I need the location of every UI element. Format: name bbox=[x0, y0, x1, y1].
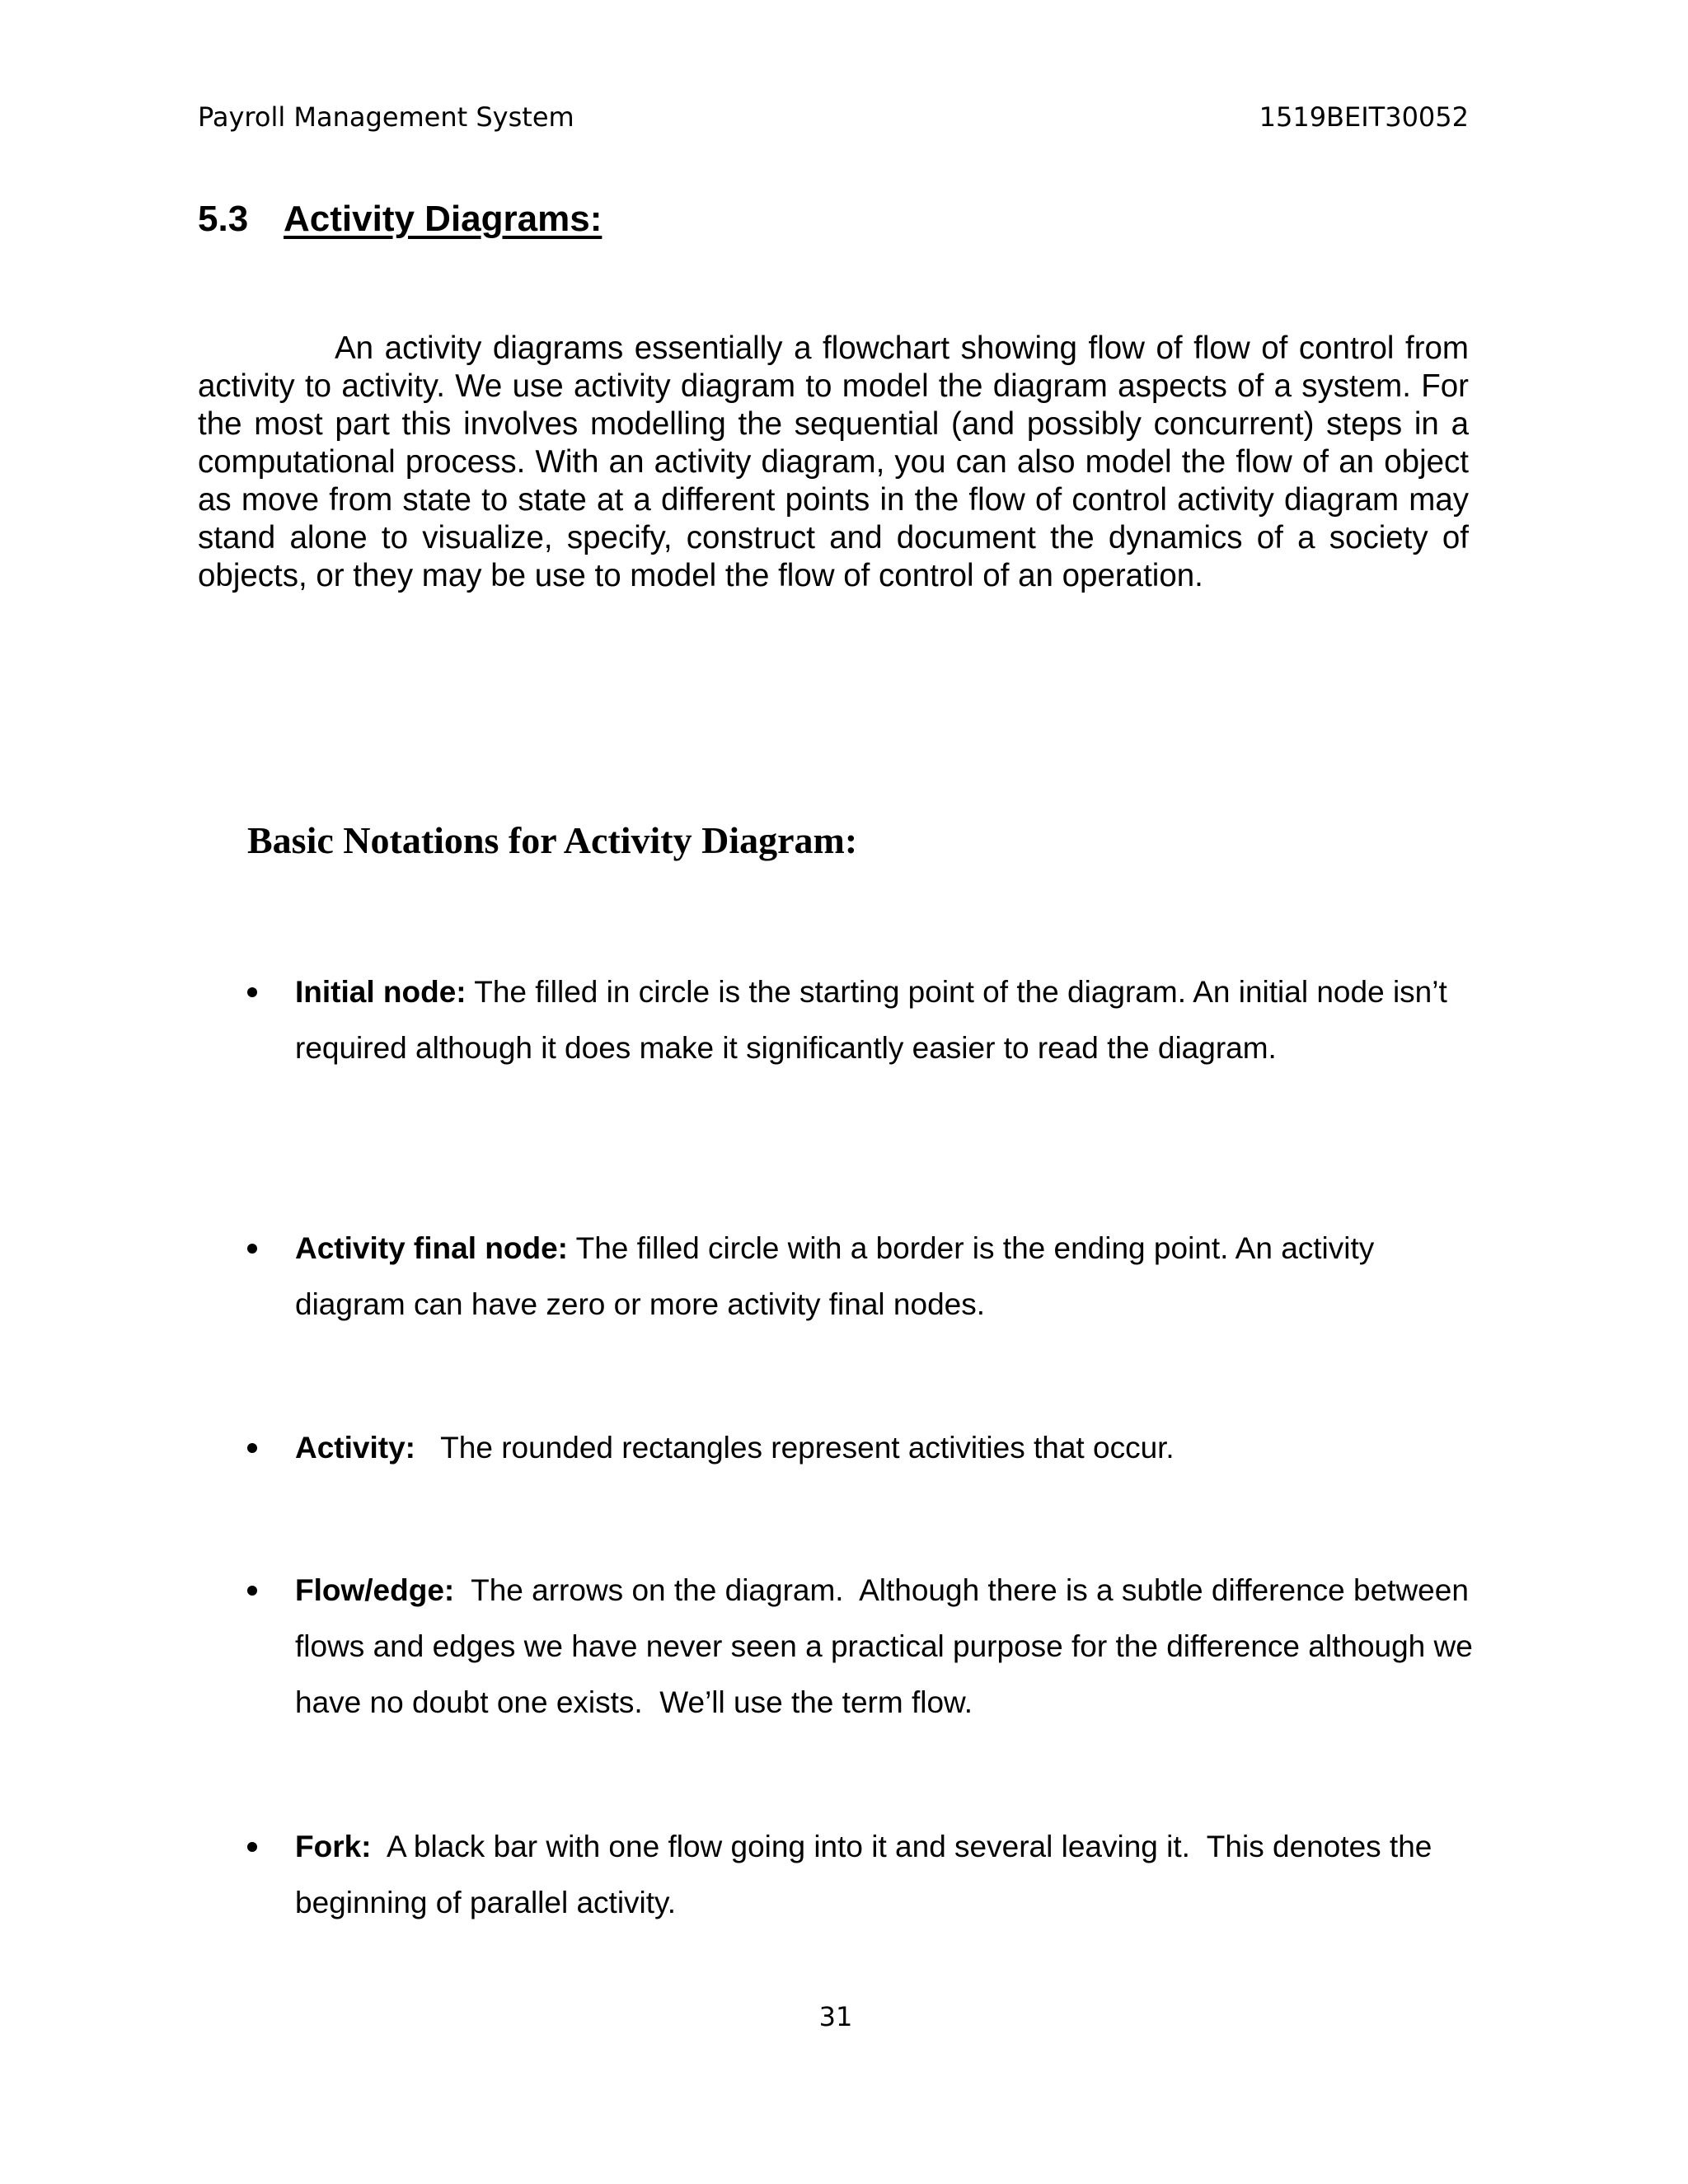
notation-text bbox=[295, 1563, 1482, 1731]
notation-text bbox=[295, 1221, 1475, 1333]
page-number: 31 bbox=[818, 2001, 853, 2032]
running-header bbox=[198, 99, 1469, 135]
notation-text bbox=[295, 1819, 1475, 1931]
notations-heading: Basic Notations for Activity Diagram: bbox=[247, 819, 858, 861]
notation-description: The arrows on the diagram. Although there is a subtle difference between flows and edges we have never seen a practical purpose for the difference although we have no doubt one exists. We’ll use the term flow. bbox=[295, 1573, 1482, 1719]
notation-item-activity bbox=[247, 1420, 1475, 1476]
bullet-icon bbox=[247, 987, 257, 997]
notation-item-fork bbox=[247, 1819, 1475, 1931]
section-title: Activity Diagrams: bbox=[284, 199, 603, 239]
notation-description: A black bar with one flow going into it and several leaving it. This denotes the beginning of parallel activity. bbox=[295, 1830, 1441, 1919]
notation-item-initial-node bbox=[247, 964, 1475, 1076]
notation-description: The filled circle with a border is the ending point. An activity diagram can have zero or more activity final nodes. bbox=[295, 1231, 1375, 1321]
notation-term: Activity: bbox=[295, 1431, 415, 1465]
notation-term: Activity final node: bbox=[295, 1231, 568, 1265]
notation-text bbox=[295, 964, 1475, 1076]
bullet-icon bbox=[247, 1244, 257, 1254]
notation-description: The filled in circle is the starting point of the diagram. An initial node isn’t required although it does make it significantly easier to read the diagram. bbox=[295, 975, 1447, 1065]
notation-text bbox=[295, 1420, 1475, 1476]
header-student-id: 1519BEIT30052 bbox=[1259, 101, 1469, 133]
notation-term: Fork: bbox=[295, 1830, 372, 1863]
notation-description: The rounded rectangles represent activities that occur. bbox=[424, 1431, 1175, 1465]
intro-paragraph: An activity diagrams essentially a flowchart showing flow of flow of control from activity to activity. We use activity diagram to model the diagram aspects of a system. For the most part this involves modelling the sequential (and possibly concurrent) steps in a computational process. With an activity diagram, you can also model the flow of an object as move from state to state at a different points in the flow of control activity diagram may stand alone to visualize, specify, construct and document the dynamics of a society of objects, or they may be use to model the flow of control of an operation. bbox=[198, 330, 1469, 593]
notation-item-flow-edge bbox=[247, 1563, 1482, 1731]
bullet-icon bbox=[247, 1586, 257, 1596]
header-document-title: Payroll Management System bbox=[198, 101, 574, 133]
section-heading bbox=[198, 194, 602, 244]
bullet-icon bbox=[247, 1842, 257, 1852]
notation-term: Initial node: bbox=[295, 975, 467, 1009]
notation-item-activity-final-node bbox=[247, 1221, 1475, 1333]
notation-term: Flow/edge: bbox=[295, 1573, 455, 1607]
section-number: 5.3 bbox=[198, 199, 249, 239]
bullet-icon bbox=[247, 1443, 257, 1453]
